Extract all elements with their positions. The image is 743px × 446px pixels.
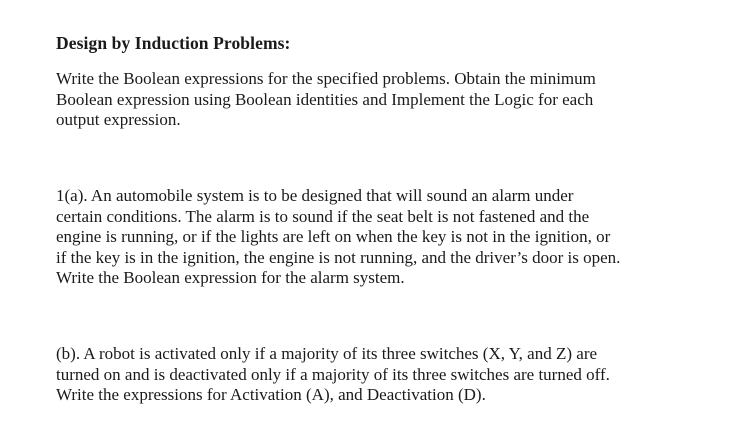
intro-line: Write the Boolean expressions for the specified problems. Obtain the minimum — [56, 69, 596, 88]
intro-line: output expression. — [56, 110, 181, 130]
intro-line: Boolean expression using Boolean identities and Implement the Logic for each — [56, 89, 594, 109]
problem-a-paragraph — [56, 186, 620, 289]
problem-b-line: turned on and is deactivated only if a majority of its three switches are turned off. — [56, 364, 610, 384]
problem-b-line: Write the expressions for Activation (A), and Deactivation (D). — [56, 385, 486, 405]
problem-a-line: Write the Boolean expression for the alarm system. — [56, 268, 405, 288]
intro-paragraph — [56, 69, 596, 131]
problem-b-paragraph — [56, 344, 610, 406]
problem-a-line: if the key is in the ignition, the engine is not running, and the driver’s door is open. — [56, 247, 621, 267]
problem-a-line: certain conditions. The alarm is to sound if the seat belt is not fastened and the — [56, 206, 590, 226]
problem-b-line: (b). A robot is activated only if a majority of its three switches (X, Y, and Z) are — [56, 344, 598, 363]
problem-a-line: 1(a). An automobile system is to be designed that will sound an alarm under — [56, 186, 574, 205]
problem-a-line: engine is running, or if the lights are left on when the key is not in the ignition, or — [56, 227, 611, 247]
section-heading: Design by Induction Problems: — [56, 33, 291, 53]
